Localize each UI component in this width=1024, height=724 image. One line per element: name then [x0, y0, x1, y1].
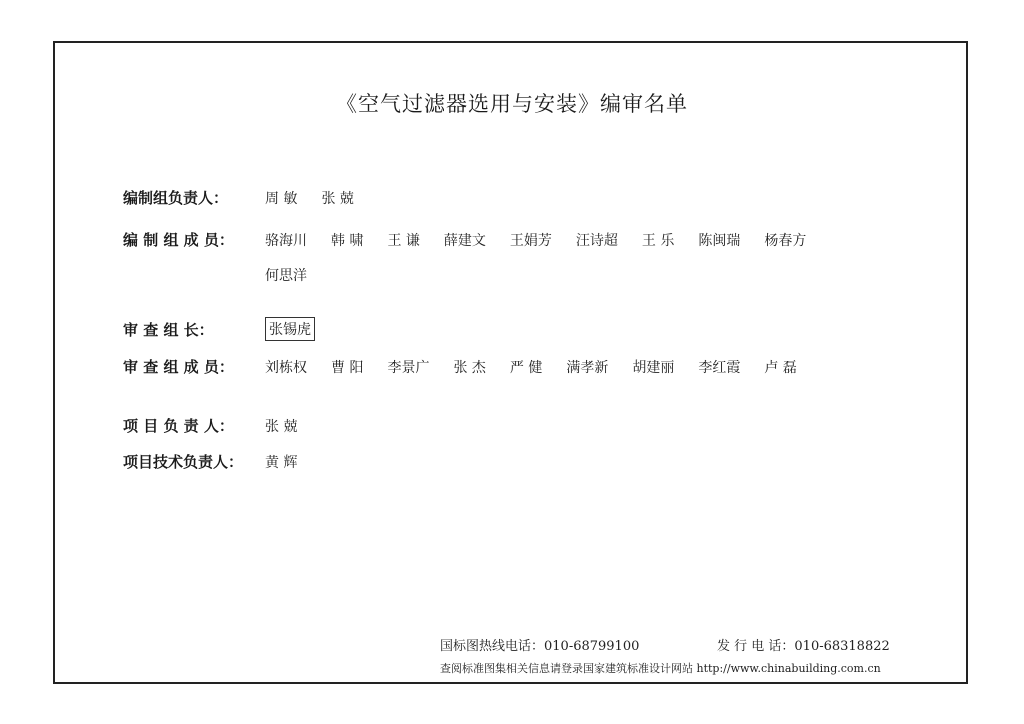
person-name: 李红霞 — [698, 359, 741, 376]
person-name: 张锡虎 — [265, 317, 315, 341]
row-review-members — [123, 356, 821, 377]
row-technical-lead — [123, 451, 321, 472]
row-compile-lead — [123, 187, 378, 208]
person-name: 王 乐 — [641, 232, 675, 249]
person-name: 李景广 — [387, 359, 430, 376]
person-name: 胡建丽 — [632, 359, 675, 376]
row-compile-members-cont — [123, 265, 331, 285]
row-label: 审 查 组 成 员： — [123, 358, 234, 376]
person-name: 韩 啸 — [331, 232, 364, 249]
person-name: 杨春方 — [764, 232, 807, 249]
person-name: 满孝新 — [566, 359, 609, 376]
row-label: 项目技术负责人： — [123, 453, 244, 471]
footer-phones — [440, 635, 890, 654]
row-label: 项 目 负 责 人： — [123, 417, 234, 435]
person-name: 王娟芳 — [509, 232, 552, 249]
person-name: 黄 辉 — [265, 454, 298, 471]
row-label: 编制组负责人： — [123, 189, 229, 207]
person-name: 张 杰 — [453, 359, 486, 376]
person-name: 陈闽瑞 — [698, 232, 741, 249]
row-compile-members — [123, 229, 830, 250]
person-name: 周 敏 — [265, 190, 298, 207]
row-review-head — [123, 317, 339, 341]
person-name: 曹 阳 — [331, 359, 364, 376]
person-name: 王 谦 — [387, 232, 420, 249]
person-name: 薛建文 — [443, 232, 486, 249]
person-name: 卢 磊 — [764, 359, 797, 376]
person-name: 严 健 — [509, 359, 543, 376]
person-name: 汪诗超 — [575, 232, 618, 249]
row-project-lead — [123, 415, 321, 436]
person-name: 张 兢 — [265, 418, 298, 435]
person-name: 何思洋 — [265, 268, 307, 284]
row-label: 编 制 组 成 员： — [123, 231, 234, 249]
person-name: 骆海川 — [265, 232, 307, 249]
footer-website-note: 查阅标准图集相关信息请登录国家建筑标准设计网站 http://www.chinabuilding.com.cn — [440, 662, 881, 675]
issue-phone-text: 发 行 电 话：010-68318822 — [717, 639, 890, 654]
person-name: 刘栋权 — [265, 359, 307, 376]
page-title: 《空气过滤器选用与安装》编审名单 — [336, 92, 688, 116]
person-name: 张 兢 — [321, 190, 354, 207]
row-label: 审 查 组 长： — [123, 320, 214, 339]
hotline-text: 国标图热线电话：010-68799100 — [440, 639, 640, 654]
